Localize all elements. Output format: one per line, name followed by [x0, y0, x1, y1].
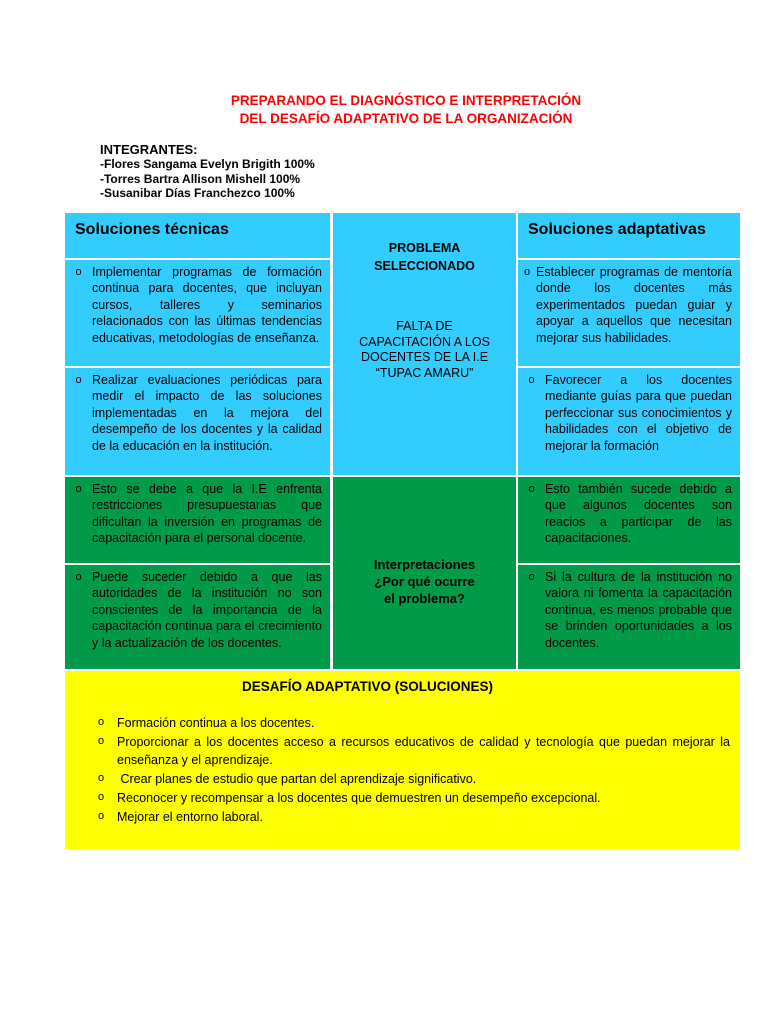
- adaptive-challenge-list: [65, 695, 740, 826]
- selected-problem-cell: [333, 213, 516, 475]
- technical-item-2: [65, 368, 330, 475]
- bullet-icon: o: [97, 810, 105, 823]
- challenge-item-1: [85, 714, 730, 732]
- members-heading: INTEGRANTES:: [100, 142, 198, 157]
- problem-text: [333, 275, 516, 381]
- bullet-icon: o: [75, 483, 82, 495]
- bullet-icon: o: [75, 374, 82, 386]
- challenge-item-3: [85, 770, 730, 788]
- interpretations-label-line-3: el problema?: [384, 591, 465, 606]
- challenge-item-3-text: Crear planes de estudio que partan del aprendizaje significativo.: [117, 772, 477, 787]
- interpretations-label-line-1: Interpretaciones: [373, 557, 476, 572]
- technical-item-1: [65, 260, 330, 366]
- bullet-icon: o: [528, 374, 535, 386]
- bullet-icon: o: [97, 791, 105, 804]
- document-title: [0, 92, 768, 128]
- technical-solutions-header: Soluciones técnicas: [65, 213, 330, 258]
- bullet-icon: o: [528, 483, 535, 495]
- member-3: -Susanibar Días Franchezco 100%: [100, 186, 295, 200]
- interpretation-right-2: [518, 565, 740, 669]
- adaptive-challenge-block: [65, 671, 740, 849]
- problem-text-line-1: FALTA DE: [396, 319, 453, 333]
- challenge-item-1-text: Formación continua a los docentes.: [117, 716, 315, 731]
- problem-text-line-3: DOCENTES DE LA I.E: [360, 350, 489, 364]
- challenge-item-5-text: Mejorar el entorno laboral.: [117, 810, 263, 825]
- bullet-icon: o: [75, 571, 82, 583]
- interpretation-right-2-text: Si la cultura de la institución no valora ni fomenta la capacitación continua, es menos probable que se brinden oportunidades a los docentes.: [545, 570, 732, 650]
- interpretation-left-1: [65, 477, 330, 563]
- bullet-icon: o: [523, 266, 531, 278]
- adaptive-challenge-header: DESAFÍO ADAPTATIVO (SOLUCIONES): [241, 679, 493, 694]
- adaptive-item-1-text: Establecer programas de mentoría donde los docentes más experimentados puedan guiar y apoyar a aquellos que necesitan mejorar sus habilidades.: [536, 265, 732, 345]
- adaptive-item-2-text: Favorecer a los docentes mediante guías para que puedan perfeccionar sus conocimientos y habilidades con el objetivo de mejorar la formación: [545, 373, 732, 453]
- adaptive-item-1: [518, 260, 740, 366]
- interpretations-label-line-2: ¿Por qué ocurre: [374, 574, 475, 589]
- bullet-icon: o: [97, 772, 105, 785]
- interpretation-left-1-text: Esto se debe a que la I.E enfrenta restricciones presupuestarias que dificultan la inversión en programas de capacitación para el personal docente.: [92, 482, 322, 546]
- adaptive-solutions-header: Soluciones adaptativas: [518, 213, 740, 258]
- problem-label-line-2: SELECCIONADO: [374, 259, 475, 273]
- member-1: -Flores Sangama Evelyn Brigith 100%: [100, 157, 315, 171]
- interpretation-right-1-text: Esto también sucede debido a que algunos docentes son reacios a participar de las capacitaciones.: [545, 482, 732, 546]
- technical-item-2-text: Realizar evaluaciones periódicas para medir el impacto de las soluciones implementadas en la mejora del desempeño de los docentes y la calidad de la educación en la institución.: [92, 373, 322, 453]
- title-line-1: PREPARANDO EL DIAGNÓSTICO E INTERPRETACIÓN: [230, 93, 582, 108]
- challenge-item-2: [85, 733, 730, 769]
- problem-text-line-4: “TUPAC AMARU”: [375, 365, 474, 380]
- interpretation-left-2-text: Puede suceder debido a que las autoridades de la institución no son conscientes de la importancia de la capacitación continua para el crecimiento y la actualización de los docentes.: [92, 570, 322, 650]
- challenge-item-5: [85, 808, 730, 826]
- title-line-2: DEL DESAFÍO ADAPTATIVO DE LA ORGANIZACIÓN: [239, 111, 573, 126]
- adaptive-item-2: [518, 368, 740, 475]
- bullet-icon: o: [97, 716, 105, 729]
- interpretation-right-1: [518, 477, 740, 563]
- challenge-item-2-text: Proporcionar a los docentes acceso a recursos educativos de calidad y tecnología que puedan mejorar la enseñanza y el aprendizaje.: [117, 735, 730, 768]
- interpretations-label: [333, 477, 516, 607]
- member-2: -Torres Bartra Allison Mishell 100%: [100, 171, 301, 186]
- interpretation-left-2: [65, 565, 330, 669]
- bullet-icon: o: [97, 735, 105, 748]
- members-block: [100, 142, 315, 201]
- problem-label: [333, 213, 516, 275]
- bullet-icon: o: [528, 571, 535, 583]
- technical-item-1-text: Implementar programas de formación continua para docentes, que incluyan cursos, talleres y seminarios relacionados con las últimas tendencias educativas, metodologías de enseñanza.: [92, 265, 322, 345]
- problem-text-line-2: CAPACITACIÓN A LOS: [359, 334, 490, 349]
- challenge-item-4-text: Reconocer y recompensar a los docentes que demuestren un desempeño excepcional.: [117, 791, 601, 806]
- bullet-icon: o: [75, 266, 82, 278]
- problem-label-line-1: PROBLEMA: [388, 241, 461, 255]
- interpretations-label-cell: [333, 477, 516, 669]
- challenge-item-4: [85, 789, 730, 807]
